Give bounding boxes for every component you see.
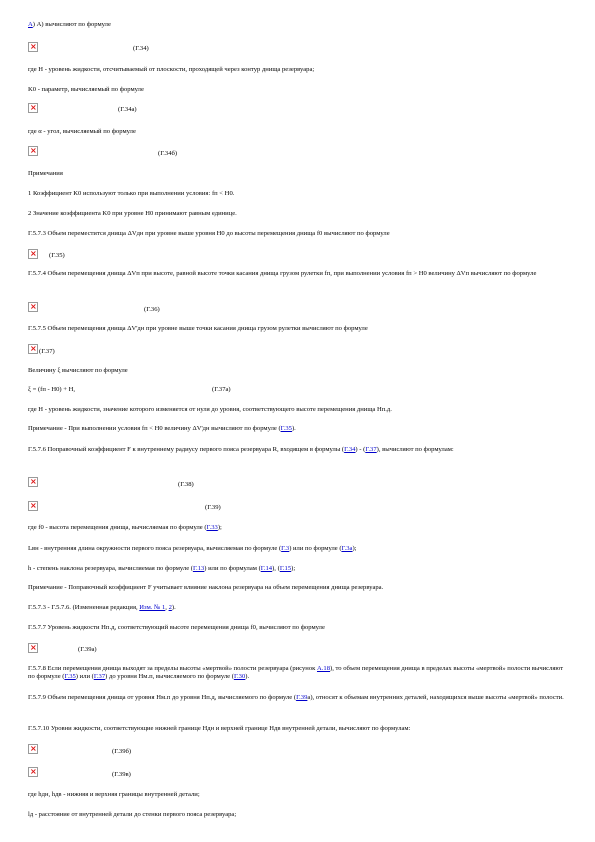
text-line: где H - уровень жидкости, отсчитываемый от плоскости, проходящей через контур днища резервуара; <box>28 66 315 73</box>
broken-image-icon <box>28 477 38 487</box>
text-line <box>28 604 567 612</box>
text-line: 1 Коэффициент K0 используют только при выполнении условия: fп < H0. <box>28 190 235 197</box>
text-span: А) вычисляют по формуле <box>36 21 111 28</box>
equation-number: (Г.39) <box>205 504 221 511</box>
text-span: ). <box>245 673 250 681</box>
text-line: K0 - параметр, вычисляемый по формуле <box>28 86 144 93</box>
text-span: ); <box>352 545 357 552</box>
text-line <box>28 694 571 702</box>
text-line: Г.5.7.7 Уровень жидкости Hп.д, соответствующий высоте перемещения днища f0, вычисляют по формуле <box>28 624 325 631</box>
text-line: 2 Значение коэффициента K0 при уровне H0 принимают равным единице. <box>28 210 237 217</box>
formula-link[interactable]: Г.37 <box>93 673 106 681</box>
text-span: Г.5.7.8 Если перемещения днища выходят за пределы высоты «мертвой» полости резервуара (рисунок <box>28 665 317 672</box>
text-span: а), относят к объемам внутренних деталей, находящихся выше высоты «мертвой» полости. <box>307 694 564 701</box>
text-line <box>28 545 567 553</box>
text-span: ) - ( <box>355 446 366 453</box>
formula-link[interactable]: Г.15 <box>279 565 292 572</box>
text-line: где α - угол, вычисляемый по формуле <box>28 128 136 135</box>
broken-image-icon <box>28 501 38 511</box>
text-span: Г.5.7.3 - Г.5.7.6. (Измененная редакция, <box>28 604 140 611</box>
text-line <box>28 565 567 573</box>
text-span: h - степень наклона резервуара, вычисляемая по формуле ( <box>28 565 193 572</box>
text-line: Г.5.7.4 Объем перемещения днища ΔVп при высоте, равной высоте точки касания днища грузом рулетки fп, при выполнении условия fп > H0 величину ΔVп вычисляют по формуле <box>28 270 537 277</box>
text-span: Г.5.7.6 Поправочный коэффициент F к внутреннему радиусу первого пояса резервуара R, входящем в формулы ( <box>28 446 345 453</box>
text-line: Примечания <box>28 170 63 177</box>
equation-number: (Г.39а) <box>78 646 97 653</box>
broken-image-icon <box>28 146 38 156</box>
equation-number: (Г.37) <box>39 348 55 355</box>
text-span: Lвн - внутренняя длина окружности первого пояса резервуара, вычисляемая по формуле ( <box>28 545 282 552</box>
text-line: Примечание - Поправочный коэффициент F учитывает влияние наклона резервуара на объем перемещения днища резервуара. <box>28 584 384 591</box>
formula-link[interactable]: Г.13 <box>192 565 205 572</box>
text-span: ); <box>291 565 296 572</box>
text-span: где f0 - высота перемещения днища, вычисляемая по формуле ( <box>28 524 207 531</box>
equation-number: (Г.35) <box>49 252 65 259</box>
text-line <box>28 425 567 433</box>
text-line <box>28 665 571 681</box>
broken-image-icon <box>28 42 38 52</box>
formula-link[interactable]: Г.3 <box>281 545 290 552</box>
broken-image-icon <box>28 744 38 754</box>
formula-link[interactable]: Г.35 <box>64 673 76 681</box>
equation-number: (Г.39б) <box>112 748 132 755</box>
text-span: ), вычисляют по формулам: <box>376 446 454 453</box>
broken-image-icon <box>28 103 38 113</box>
text-line: Величину ξ вычисляют по формуле <box>28 367 128 374</box>
text-line: Г.5.7.3 Объем переместится днища ΔVдн при уровне выше уровня H0 до высоты перемещения днища f0 вычисляют по формуле <box>28 230 390 237</box>
text-line: где hдн, hдв - нижняя и верхняя границы внутренней детали; <box>28 791 200 798</box>
clause-letter[interactable]: А <box>28 21 33 28</box>
text-line: А) А) вычисляют по формуле <box>28 21 111 28</box>
text-line <box>28 524 567 532</box>
text-span: ) или по формуле ( <box>289 545 342 552</box>
text-line: lд - расстояние от внутренней детали до стенки первого пояса резервуара; <box>28 811 237 818</box>
equation-number: (Г.34б) <box>158 150 178 157</box>
equation-number: (Г.38) <box>178 481 194 488</box>
text-line: Г.5.7.5 Объем перемещения днища ΔV'дн при уровне выше точки касания днища грузом рулетки вычисляют по формуле <box>28 325 368 332</box>
equation-number: (Г.37а) <box>212 386 231 393</box>
broken-image-icon <box>28 344 38 354</box>
equation-text: ξ = (fп - H0) + H, <box>28 386 76 393</box>
text-span: ). <box>291 425 296 432</box>
text-span: ) до уровня Hм.п, вычисляемого по формуле ( <box>105 673 234 681</box>
text-span: Г.5.7.9 Объем перемещения днища от уровня Hм.п до уровня Hп.д, вычисляемого по формуле ( <box>28 694 297 701</box>
text-span: ), ( <box>272 565 280 572</box>
formula-link[interactable]: Г.14 <box>260 565 273 572</box>
equation-number: (Г.34а) <box>118 106 137 113</box>
text-line <box>28 446 571 454</box>
broken-image-icon <box>28 302 38 312</box>
text-span: Примечание - При выполнении условия fп < H0 величину ΔV'дн вычисляют по формуле ( <box>28 425 281 432</box>
text-span: ), то объем перемещения днища в пределах высоты «мертвой» полости вычисляют по формуле ( <box>28 665 564 681</box>
text-line: Г.5.7.10 Уровни жидкости, соответствующие нижней границе Hдн и верхней границе Hдв внутренней детали, вычисляют по формулам: <box>28 725 411 732</box>
equation-number: (Г.34) <box>133 45 149 52</box>
figure-link[interactable]: А.18 <box>316 665 330 672</box>
amendment-link[interactable]: Изм. № 1 <box>139 604 166 611</box>
formula-link[interactable]: Г.37 <box>365 446 377 453</box>
broken-image-icon <box>28 767 38 777</box>
text-span: ) или ( <box>75 673 94 681</box>
text-line: где H - уровень жидкости, значение которого изменяется от нуля до уровня, соответствующего высоте перемещения днища Hп.д. <box>28 406 392 413</box>
formula-link[interactable]: Г.3а <box>341 545 353 552</box>
broken-image-icon <box>28 643 38 653</box>
broken-image-icon <box>28 249 38 259</box>
text-span: ) или по формулам ( <box>204 565 261 572</box>
text-span: ). <box>171 604 176 611</box>
text-span: , <box>165 604 169 611</box>
text-span: ); <box>217 524 222 531</box>
formula-link[interactable]: Г.35 <box>280 425 292 432</box>
formula-link[interactable]: Г.39 <box>296 694 308 701</box>
formula-link[interactable]: Г.30 <box>233 673 246 681</box>
amendment-link[interactable]: 2 <box>168 604 172 611</box>
equation-number: (Г.36) <box>144 306 160 313</box>
formula-link[interactable]: Г.33 <box>206 524 218 531</box>
equation-number: (Г.39в) <box>112 771 131 778</box>
formula-link[interactable]: Г.34 <box>344 446 356 453</box>
